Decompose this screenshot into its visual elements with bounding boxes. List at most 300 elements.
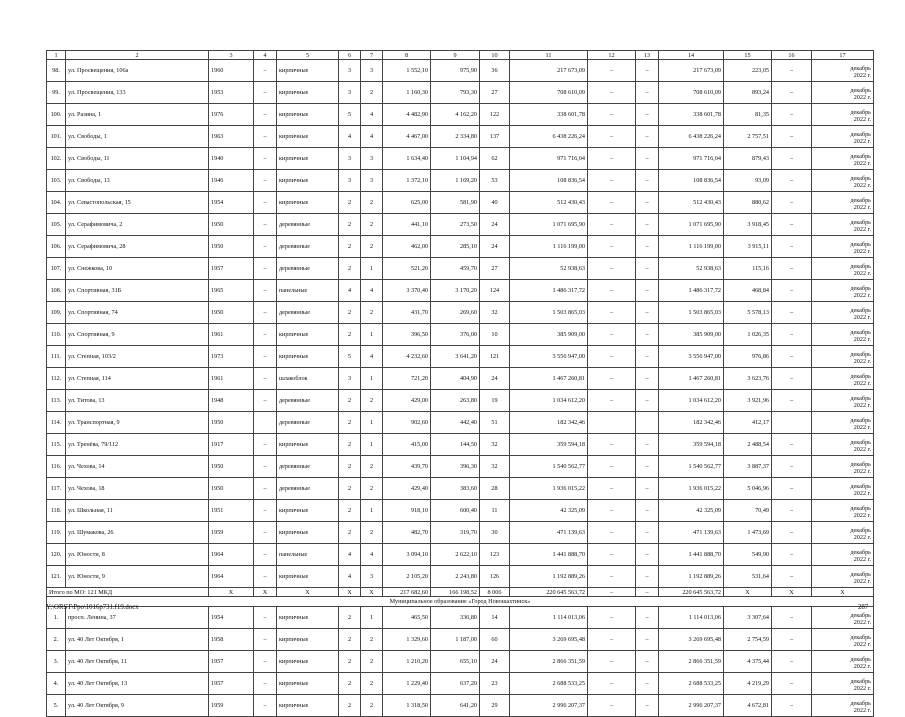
table-cell: 32 [480, 456, 510, 478]
table-cell: 24 [480, 236, 510, 258]
table-cell: 2 [339, 695, 361, 717]
table-cell: ул. 40 Лет Октября, 1 [66, 629, 209, 651]
table-cell: – [588, 148, 636, 170]
table-cell: 6 438 226,24 [510, 126, 588, 148]
table-cell: – [588, 104, 636, 126]
table-cell [636, 412, 659, 434]
table-cell: 1957 [209, 651, 254, 673]
deadline-cell [812, 302, 874, 324]
table-cell [772, 412, 812, 434]
table-row [47, 346, 874, 368]
table-cell: – [254, 192, 277, 214]
deadline-year: 2022 г. [853, 619, 871, 626]
table-cell: – [588, 673, 636, 695]
table-cell: – [254, 148, 277, 170]
table-cell: 28 [480, 478, 510, 500]
table-cell: 1950 [209, 478, 254, 500]
table-cell: просп. Ленина, 37 [66, 607, 209, 629]
table-cell: 3 [361, 60, 383, 82]
document-sheet [46, 50, 873, 717]
table-cell: 110. [47, 324, 66, 346]
table-cell: 3 887,37 [724, 456, 772, 478]
table-cell: 1 187,00 [431, 629, 480, 651]
table-cell: 1940 [209, 148, 254, 170]
deadline-cell [812, 214, 874, 236]
table-cell: 4 [361, 544, 383, 566]
table-cell: – [588, 695, 636, 717]
table-cell: 1961 [209, 324, 254, 346]
table-cell: 2 [339, 214, 361, 236]
table-cell: 30 [480, 522, 510, 544]
table-cell: деревянные [277, 214, 339, 236]
deadline-cell [812, 82, 874, 104]
table-cell: ул. Серафимовича, 28 [66, 236, 209, 258]
deadline-year: 2022 г. [853, 534, 871, 541]
table-cell: 117. [47, 478, 66, 500]
table-cell: – [588, 324, 636, 346]
total-label: Итого по МО: 121 МКД [47, 588, 209, 597]
table-cell: ул. Снежкова, 10 [66, 258, 209, 280]
table-cell: 1 071 695,90 [659, 214, 724, 236]
table-cell: 581,90 [431, 192, 480, 214]
table-cell: 3 921,96 [724, 390, 772, 412]
table-cell: 103. [47, 170, 66, 192]
deadline-cell [812, 60, 874, 82]
table-cell: 482,70 [383, 522, 431, 544]
table-cell: 5 046,96 [724, 478, 772, 500]
table-cell: 2 [339, 412, 361, 434]
table-cell: ул. Свободы, 1 [66, 126, 209, 148]
table-cell: деревянные [277, 412, 339, 434]
table-cell: 385 909,00 [510, 324, 588, 346]
table-cell: 1 503 865,03 [510, 302, 588, 324]
table-cell: – [254, 651, 277, 673]
table-cell: кирпичные [277, 60, 339, 82]
table-cell: 1950 [209, 214, 254, 236]
table-cell: 40 [480, 192, 510, 214]
table-cell: 918,10 [383, 500, 431, 522]
column-number-cell: 1 [47, 51, 66, 60]
table-cell: 144,50 [431, 434, 480, 456]
table-cell: панельные [277, 280, 339, 302]
table-cell: 108 836,54 [659, 170, 724, 192]
table-cell: 1950 [209, 456, 254, 478]
table-cell: 396,50 [383, 324, 431, 346]
table-cell: – [772, 82, 812, 104]
table-cell: 512 430,43 [510, 192, 588, 214]
table-cell: – [772, 126, 812, 148]
table-cell: – [254, 346, 277, 368]
table-cell: 3 918,45 [724, 214, 772, 236]
table-cell: 1954 [209, 607, 254, 629]
table-cell: – [636, 126, 659, 148]
table-cell: – [772, 629, 812, 651]
table-cell: 112. [47, 368, 66, 390]
table-cell: ул. Спортивная, 31Б [66, 280, 209, 302]
deadline-month: декабрь [850, 678, 871, 685]
deadline-year: 2022 г. [853, 292, 871, 299]
table-cell: 1953 [209, 82, 254, 104]
table-cell: – [588, 607, 636, 629]
table-cell: 471 139,63 [659, 522, 724, 544]
table-cell: 625,00 [383, 192, 431, 214]
table-cell: 383,60 [431, 478, 480, 500]
table-cell: – [254, 607, 277, 629]
table-cell: 2. [47, 629, 66, 651]
total-cell: 8 006 [480, 588, 510, 597]
table-cell: 114. [47, 412, 66, 434]
table-cell: – [254, 60, 277, 82]
table-row [47, 500, 874, 522]
table-cell: 2 [339, 302, 361, 324]
deadline-cell [812, 104, 874, 126]
table-cell: – [772, 324, 812, 346]
table-cell: – [588, 280, 636, 302]
table-cell: – [254, 629, 277, 651]
table-cell: 2 866 351,59 [510, 651, 588, 673]
table-cell: 24 [480, 651, 510, 673]
table-cell: панельные [277, 544, 339, 566]
table-cell: 5. [47, 695, 66, 717]
deadline-month: декабрь [850, 131, 871, 138]
table-cell: 3 [339, 60, 361, 82]
table-cell: 51 [480, 412, 510, 434]
table-cell: 721,20 [383, 368, 431, 390]
table-cell: 376,00 [431, 324, 480, 346]
table-cell: 1950 [209, 412, 254, 434]
table-cell: 1965 [209, 280, 254, 302]
table-cell: 1 [361, 324, 383, 346]
table-cell: 70,49 [724, 500, 772, 522]
table-cell: 1 114 013,06 [510, 607, 588, 629]
table-cell: – [636, 192, 659, 214]
table-row [47, 368, 874, 390]
table-cell: 793,30 [431, 82, 480, 104]
table-cell: 60 [480, 629, 510, 651]
table-cell: 3 307,64 [724, 607, 772, 629]
table-cell: 2 [361, 651, 383, 673]
table-cell: кирпичные [277, 522, 339, 544]
table-cell: 2 [339, 390, 361, 412]
table-cell: кирпичные [277, 126, 339, 148]
table-cell: 4 672,81 [724, 695, 772, 717]
table-cell: – [254, 566, 277, 588]
table-cell: 1959 [209, 522, 254, 544]
table-cell: 1954 [209, 192, 254, 214]
deadline-cell [812, 390, 874, 412]
table-row [47, 60, 874, 82]
table-cell: 2 754,59 [724, 629, 772, 651]
table-cell: – [588, 478, 636, 500]
table-cell: 4 [339, 544, 361, 566]
table-cell: 3 623,76 [724, 368, 772, 390]
table-cell: 2 [339, 456, 361, 478]
table-cell: 4 162,20 [431, 104, 480, 126]
table-cell: – [254, 258, 277, 280]
column-number-cell: 9 [431, 51, 480, 60]
table-cell: 1 473,69 [724, 522, 772, 544]
table-cell: 1976 [209, 104, 254, 126]
table-cell: 119. [47, 522, 66, 544]
table-cell: 109. [47, 302, 66, 324]
table-cell: – [772, 500, 812, 522]
table-cell: 465,50 [383, 607, 431, 629]
table-cell: 4 232,60 [383, 346, 431, 368]
column-number-cell: 3 [209, 51, 254, 60]
table-cell: 5 578,13 [724, 302, 772, 324]
table-row [47, 214, 874, 236]
deadline-month: декабрь [850, 219, 871, 226]
deadline-month: декабрь [850, 483, 871, 490]
table-cell: 3 094,10 [383, 544, 431, 566]
table-cell: 404,90 [431, 368, 480, 390]
table-cell: 1973 [209, 346, 254, 368]
table-cell: 3 170,20 [431, 280, 480, 302]
table-cell: – [254, 236, 277, 258]
table-cell: 412,17 [724, 412, 772, 434]
table-cell: ул. 40 Лет Октября, 9 [66, 695, 209, 717]
table-cell: 3 [339, 82, 361, 104]
table-cell: ул. Спортивная, 74 [66, 302, 209, 324]
table-cell: 1 [361, 500, 383, 522]
table-cell: 1 071 695,90 [510, 214, 588, 236]
deadline-cell [812, 368, 874, 390]
table-cell: – [636, 170, 659, 192]
total-cell: X [812, 588, 874, 597]
table-cell: 971 716,04 [510, 148, 588, 170]
table-cell: – [254, 280, 277, 302]
table-cell: – [254, 214, 277, 236]
table-cell: 123 [480, 544, 510, 566]
deadline-cell [812, 126, 874, 148]
table-cell: – [772, 522, 812, 544]
table-cell: 2 [361, 82, 383, 104]
table-cell: 113. [47, 390, 66, 412]
table-cell: 1 467 260,81 [510, 368, 588, 390]
table-cell: кирпичные [277, 500, 339, 522]
table-cell: 1 [361, 434, 383, 456]
table-cell: 471 139,63 [510, 522, 588, 544]
deadline-year: 2022 г. [853, 248, 871, 255]
table-cell: 385 909,00 [659, 324, 724, 346]
table-cell: ул. Тренёва, 79/112 [66, 434, 209, 456]
table-cell: 105. [47, 214, 66, 236]
table-cell: 2 [361, 192, 383, 214]
table-cell: 1961 [209, 368, 254, 390]
deadline-month: декабрь [850, 461, 871, 468]
table-cell: – [636, 456, 659, 478]
total-cell: 166 198,52 [431, 588, 480, 597]
table-cell: 1 114 013,06 [659, 607, 724, 629]
footer-file-path: Y:\ORST\Ppo\1016p731.f19.docx [46, 604, 139, 611]
table-cell: – [254, 126, 277, 148]
housing-table [46, 50, 874, 717]
table-cell: – [588, 258, 636, 280]
table-cell: – [254, 368, 277, 390]
table-cell: 3 269 695,48 [510, 629, 588, 651]
table-cell: 1963 [209, 126, 254, 148]
table-cell: 1917 [209, 434, 254, 456]
deadline-month: декабрь [850, 634, 871, 641]
table-cell: 641,20 [431, 695, 480, 717]
table-cell: – [254, 302, 277, 324]
table-cell: 359 594,18 [510, 434, 588, 456]
table-cell: кирпичные [277, 192, 339, 214]
table-cell: – [636, 324, 659, 346]
table-cell: 975,90 [431, 60, 480, 82]
total-cell: 220 645 563,72 [510, 588, 588, 597]
table-cell: – [772, 346, 812, 368]
table-cell: 429,00 [383, 390, 431, 412]
table-cell: 10 [480, 324, 510, 346]
municipality-row [47, 597, 874, 607]
table-cell: 512 430,43 [659, 192, 724, 214]
table-cell: – [588, 522, 636, 544]
table-cell: – [588, 82, 636, 104]
table-cell: – [636, 82, 659, 104]
deadline-year: 2022 г. [853, 446, 871, 453]
table-cell: 1 467 260,81 [659, 368, 724, 390]
table-cell: 338 601,78 [510, 104, 588, 126]
table-cell: – [636, 607, 659, 629]
table-cell: 336,80 [431, 607, 480, 629]
table-cell: 2 [339, 258, 361, 280]
table-cell: 52 938,63 [659, 258, 724, 280]
table-cell: кирпичные [277, 607, 339, 629]
deadline-cell [812, 170, 874, 192]
deadline-cell [812, 456, 874, 478]
table-cell: – [254, 673, 277, 695]
table-cell: 223,05 [724, 60, 772, 82]
table-cell: 29 [480, 695, 510, 717]
table-cell: – [772, 214, 812, 236]
table-cell: 1 229,40 [383, 673, 431, 695]
table-cell: кирпичные [277, 695, 339, 717]
table-cell: 708 610,09 [659, 82, 724, 104]
table-cell: 137 [480, 126, 510, 148]
column-number-cell: 12 [588, 51, 636, 60]
deadline-cell [812, 324, 874, 346]
table-cell: – [588, 629, 636, 651]
table-cell: – [636, 478, 659, 500]
column-number-cell: 10 [480, 51, 510, 60]
table-cell: 1 441 888,70 [510, 544, 588, 566]
table-cell: 1 372,10 [383, 170, 431, 192]
deadline-month: декабрь [850, 197, 871, 204]
table-cell: ул. Чехова, 18 [66, 478, 209, 500]
total-cell: – [588, 588, 636, 597]
table-cell: 1951 [209, 500, 254, 522]
table-cell: 107. [47, 258, 66, 280]
table-cell: 655,10 [431, 651, 480, 673]
table-cell: кирпичные [277, 434, 339, 456]
deadline-cell [812, 500, 874, 522]
deadline-year: 2022 г. [853, 578, 871, 585]
table-cell: ул. Степная, 103/2 [66, 346, 209, 368]
table-row [47, 434, 874, 456]
table-cell: 2 [339, 478, 361, 500]
deadline-cell [812, 434, 874, 456]
table-cell: 319,70 [431, 522, 480, 544]
table-cell: ул. Шумакова, 26 [66, 522, 209, 544]
table-cell: 1959 [209, 695, 254, 717]
table-cell: 2 [339, 629, 361, 651]
table-cell: кирпичные [277, 82, 339, 104]
column-number-cell: 5 [277, 51, 339, 60]
table-cell: деревянные [277, 390, 339, 412]
table-cell: – [772, 236, 812, 258]
table-cell: деревянные [277, 478, 339, 500]
table-row [47, 280, 874, 302]
deadline-year: 2022 г. [853, 468, 871, 475]
table-cell: 42 325,09 [659, 500, 724, 522]
table-cell: 121 [480, 346, 510, 368]
table-cell: 93,09 [724, 170, 772, 192]
table-cell: кирпичные [277, 673, 339, 695]
table-cell: 5 [339, 104, 361, 126]
deadline-cell [812, 522, 874, 544]
deadline-year: 2022 г. [853, 685, 871, 692]
table-cell: – [772, 607, 812, 629]
table-cell: ул. 40 Лет Октября, 11 [66, 651, 209, 673]
table-row [47, 673, 874, 695]
table-cell: 269,60 [431, 302, 480, 324]
table-cell: – [772, 280, 812, 302]
table-cell: 2 [339, 673, 361, 695]
table-cell: 1958 [209, 629, 254, 651]
table-cell: – [588, 456, 636, 478]
table-cell: 111. [47, 346, 66, 368]
table-cell: 4 [361, 104, 383, 126]
table-cell: ул. Севастопольская, 15 [66, 192, 209, 214]
deadline-cell [812, 695, 874, 717]
table-row [47, 170, 874, 192]
table-cell: – [772, 258, 812, 280]
deadline-cell [812, 412, 874, 434]
table-cell: – [772, 456, 812, 478]
table-cell: – [772, 60, 812, 82]
table-row [47, 192, 874, 214]
table-cell: – [772, 566, 812, 588]
table-cell: 98. [47, 60, 66, 82]
deadline-month: декабрь [850, 241, 871, 248]
table-cell: 521,20 [383, 258, 431, 280]
table-cell: 2 [361, 214, 383, 236]
table-cell: 124 [480, 280, 510, 302]
table-cell: 2 [361, 302, 383, 324]
deadline-month: декабрь [850, 285, 871, 292]
table-cell: 1 116 199,00 [659, 236, 724, 258]
column-number-cell: 17 [812, 51, 874, 60]
table-cell: 285,10 [431, 236, 480, 258]
deadline-year: 2022 г. [853, 707, 871, 714]
table-cell: 2 [339, 651, 361, 673]
total-cell: X [209, 588, 254, 597]
total-cell: X [772, 588, 812, 597]
table-cell: 1 034 612,20 [510, 390, 588, 412]
table-cell: 27 [480, 82, 510, 104]
table-cell: 2 688 533,25 [510, 673, 588, 695]
deadline-cell [812, 236, 874, 258]
table-cell: 1 210,20 [383, 651, 431, 673]
column-number-cell: 16 [772, 51, 812, 60]
table-cell: кирпичные [277, 629, 339, 651]
table-cell: – [254, 500, 277, 522]
table-cell [588, 412, 636, 434]
deadline-year: 2022 г. [853, 138, 871, 145]
table-row [47, 324, 874, 346]
table-cell: 2 996 207,37 [510, 695, 588, 717]
